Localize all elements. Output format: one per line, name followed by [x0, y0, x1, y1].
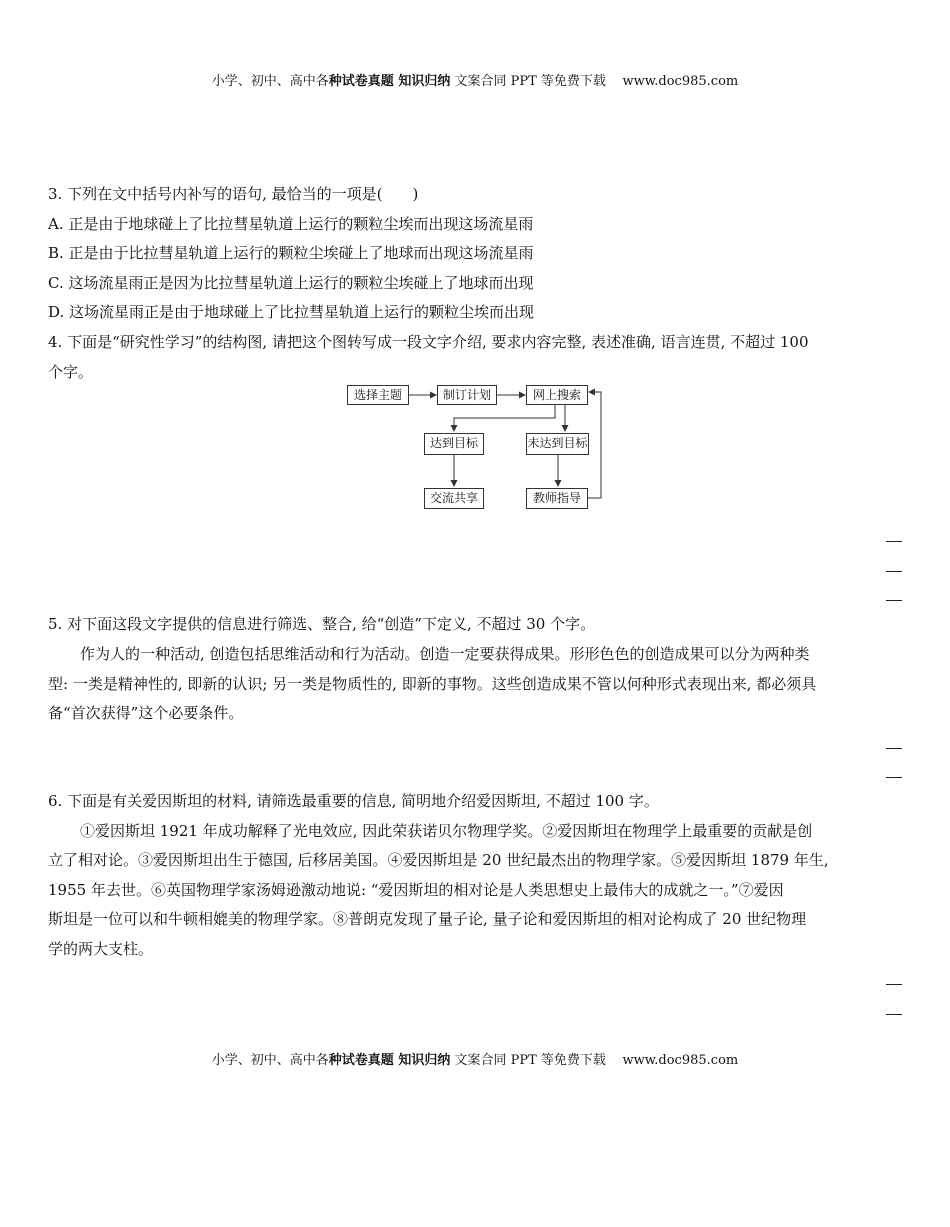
footer-text-1: 小学、初中、高中各: [211, 1053, 329, 1068]
flow-box-web-search: 网上搜索: [526, 385, 588, 405]
q5-passage-line1: 作为人的一种活动, 创造包括思维活动和行为活动。创造一定要获得成果。形形色色的创造成果可以分为两种类: [80, 645, 810, 663]
q6-passage-line2: 立了相对论。③爱因斯坦出生于德国, 后移居美国。④爱因斯坦是 20 世纪最杰出的物理学家。⑤爱因斯坦 1879 年生,: [48, 851, 829, 869]
q3-stem: 3. 下列在文中括号内补写的语句, 最恰当的一项是( ): [48, 185, 419, 203]
q3-option-a: A. 正是由于地球碰上了比拉彗星轨道上运行的颗粒尘埃而出现这场流星雨: [48, 215, 534, 233]
q3-option-b: B. 正是由于比拉彗星轨道上运行的颗粒尘埃碰上了地球而出现这场流星雨: [48, 244, 534, 262]
answer-line: [886, 1014, 902, 1015]
footer-site[interactable]: www.doc985.com: [622, 1053, 739, 1068]
q6-passage-line4: 斯坦是一位可以和牛顿相媲美的物理学家。⑧普朗克发现了量子论, 量子论和爱因斯坦的相对论构成了 20 世纪物理: [48, 910, 807, 928]
answer-line: [886, 571, 902, 572]
answer-line: [886, 984, 902, 985]
q6-passage-line5: 学的两大支柱。: [48, 940, 154, 958]
q6-passage-line3: 1955 年去世。⑥英国物理学家汤姆逊激动地说: “爱因斯坦的相对论是人类思想史上最伟大的成就之一。”⑦爱因: [48, 881, 784, 899]
header-text-3: 知识归纳: [393, 74, 451, 89]
q6-stem: 6. 下面是有关爱因斯坦的材料, 请筛选最重要的信息, 简明地介绍爱因斯坦, 不超过 100 字。: [48, 792, 659, 810]
q3-option-d: D. 这场流星雨正是由于地球碰上了比拉彗星轨道上运行的颗粒尘埃而出现: [48, 303, 535, 321]
flow-box-goal-not-reached: 未达到目标: [526, 433, 589, 455]
q4-stem-line1: 4. 下面是“研究性学习”的结构图, 请把这个图转写成一段文字介绍, 要求内容完整, 表述准确, 语言连贯, 不超过 100: [48, 333, 809, 351]
flow-box-choose-topic: 选择主题: [347, 385, 409, 405]
answer-line: [886, 777, 902, 778]
footer-text-2: 种试卷真题: [328, 1053, 394, 1068]
q5-passage-line3: 备“首次获得”这个必要条件。: [48, 704, 244, 722]
flow-box-teacher-guidance: 教师指导: [526, 488, 588, 509]
flow-box-make-plan: 制订计划: [437, 385, 497, 405]
q5-stem: 5. 对下面这段文字提供的信息进行筛选、整合, 给“创造”下定义, 不超过 30 个字。: [48, 615, 596, 633]
q3-option-c: C. 这场流星雨正是因为比拉彗星轨道上运行的颗粒尘埃碰上了地球而出现: [48, 274, 534, 292]
header-text-1: 小学、初中、高中各: [211, 74, 329, 89]
q4-stem-line2: 个字。: [48, 363, 94, 381]
header-text-2: 种试卷真题: [328, 74, 394, 89]
q5-passage-line2: 型: 一类是精神性的, 即新的认识; 另一类是物质性的, 即新的事物。这些创造成果不管以何种形式表现出来, 都必须具: [48, 675, 817, 693]
flow-box-goal-reached: 达到目标: [424, 433, 484, 455]
footer-text-4: 文案合同 PPT 等免费下载: [450, 1053, 606, 1068]
answer-line: [886, 541, 902, 542]
header-site[interactable]: www.doc985.com: [622, 74, 739, 89]
answer-line: [886, 600, 902, 601]
page-footer: [0, 1049, 950, 1068]
flow-box-share: 交流共享: [424, 488, 484, 509]
q6-passage-line1: ①爱因斯坦 1921 年成功解释了光电效应, 因此荣获诺贝尔物理学奖。②爱因斯坦在物理学上最重要的贡献是创: [80, 822, 813, 840]
footer-text-3: 知识归纳: [393, 1053, 451, 1068]
header-text-4: 文案合同 PPT 等免费下载: [450, 74, 606, 89]
answer-line: [886, 748, 902, 749]
